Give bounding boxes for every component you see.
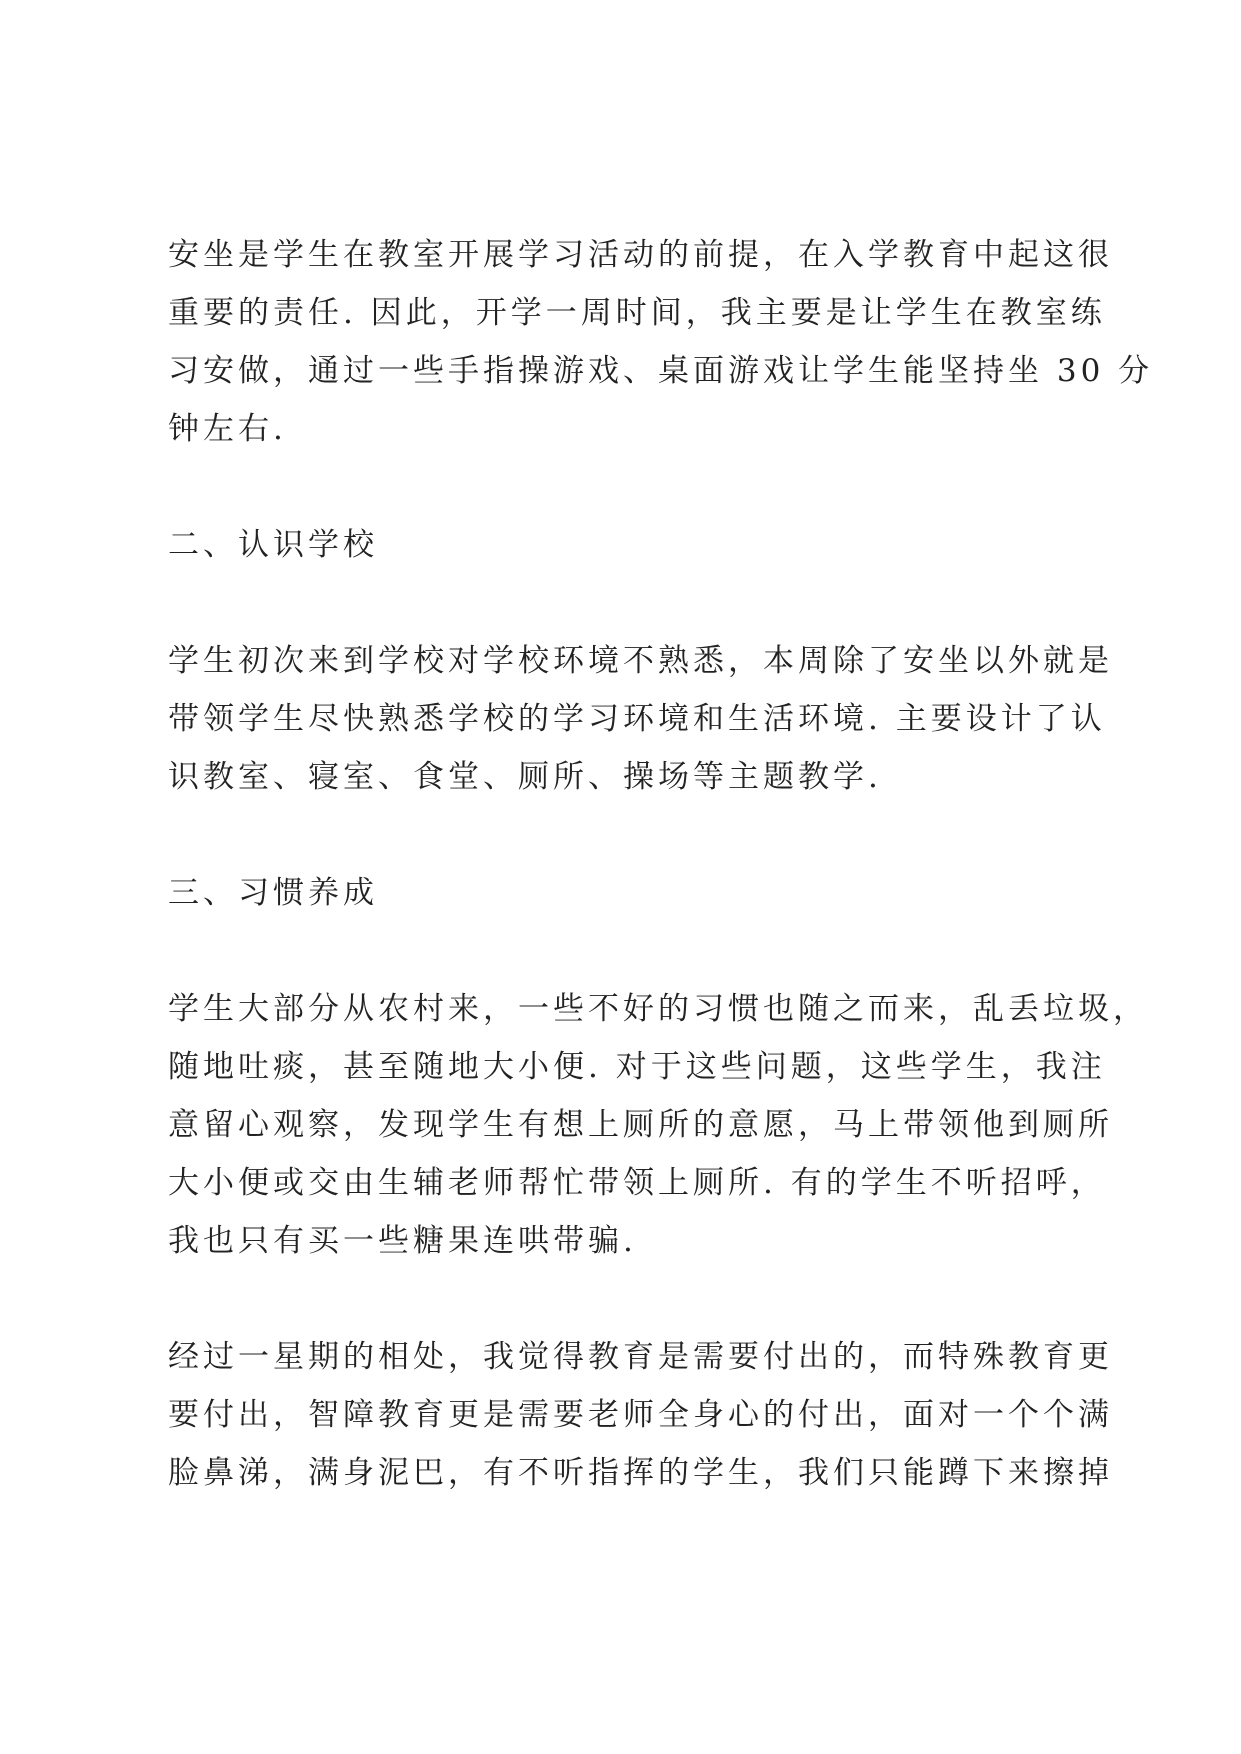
paragraph-habit-formation (168, 980, 1148, 1270)
text-line: 要付出，智障教育更是需要老师全身心的付出，面对一个个满 (168, 1397, 1113, 1433)
text-line: 钟左右. (168, 411, 287, 447)
text-line: 大小便或交由生辅老师帮忙带领上厕所. 有的学生不听招呼， (168, 1165, 1106, 1201)
paragraph-spacer (168, 1270, 1083, 1328)
text-line: 带领学生尽快熟悉学校的学习环境和生活环境. 主要设计了认 (168, 701, 1106, 737)
section-heading-know-school (168, 516, 1083, 574)
text-line: 我也只有买一些糖果连哄带骗. (168, 1223, 637, 1259)
text-line: 学生大部分从农村来，一些不好的习惯也随之而来，乱丢垃圾， (168, 991, 1148, 1027)
paragraph-reflection (168, 1328, 1113, 1502)
paragraph-spacer (168, 806, 1083, 864)
text-line: 重要的责任. 因此，开学一周时间，我主要是让学生在教室练 (168, 295, 1106, 331)
text-line: 意留心观察，发现学生有想上厕所的意愿，马上带领他到厕所 (168, 1107, 1113, 1143)
text-line: 学生初次来到学校对学校环境不熟悉，本周除了安坐以外就是 (168, 643, 1113, 679)
text-line: 习安做，通过一些手指操游戏、桌面游戏让学生能坚持坐 30 分 (168, 353, 1154, 389)
text-line: 经过一星期的相处，我觉得教育是需要付出的，而特殊教育更 (168, 1339, 1113, 1375)
paragraph-safe-sitting (168, 226, 1154, 458)
heading-text: 二、认识学校 (168, 527, 378, 563)
paragraph-school-environment (168, 632, 1113, 806)
paragraph-spacer (168, 458, 1083, 516)
document-body (168, 226, 1154, 1502)
section-heading-habits (168, 864, 1083, 922)
text-line: 脸鼻涕，满身泥巴，有不听指挥的学生，我们只能蹲下来擦掉 (168, 1455, 1113, 1491)
paragraph-spacer (168, 574, 1083, 632)
text-line: 随地吐痰，甚至随地大小便. 对于这些问题，这些学生，我注 (168, 1049, 1106, 1085)
heading-text: 三、习惯养成 (168, 875, 378, 911)
text-line: 安坐是学生在教室开展学习活动的前提，在入学教育中起这很 (168, 237, 1113, 273)
paragraph-spacer (168, 922, 1083, 980)
text-line: 识教室、寝室、食堂、厕所、操场等主题教学. (168, 759, 882, 795)
